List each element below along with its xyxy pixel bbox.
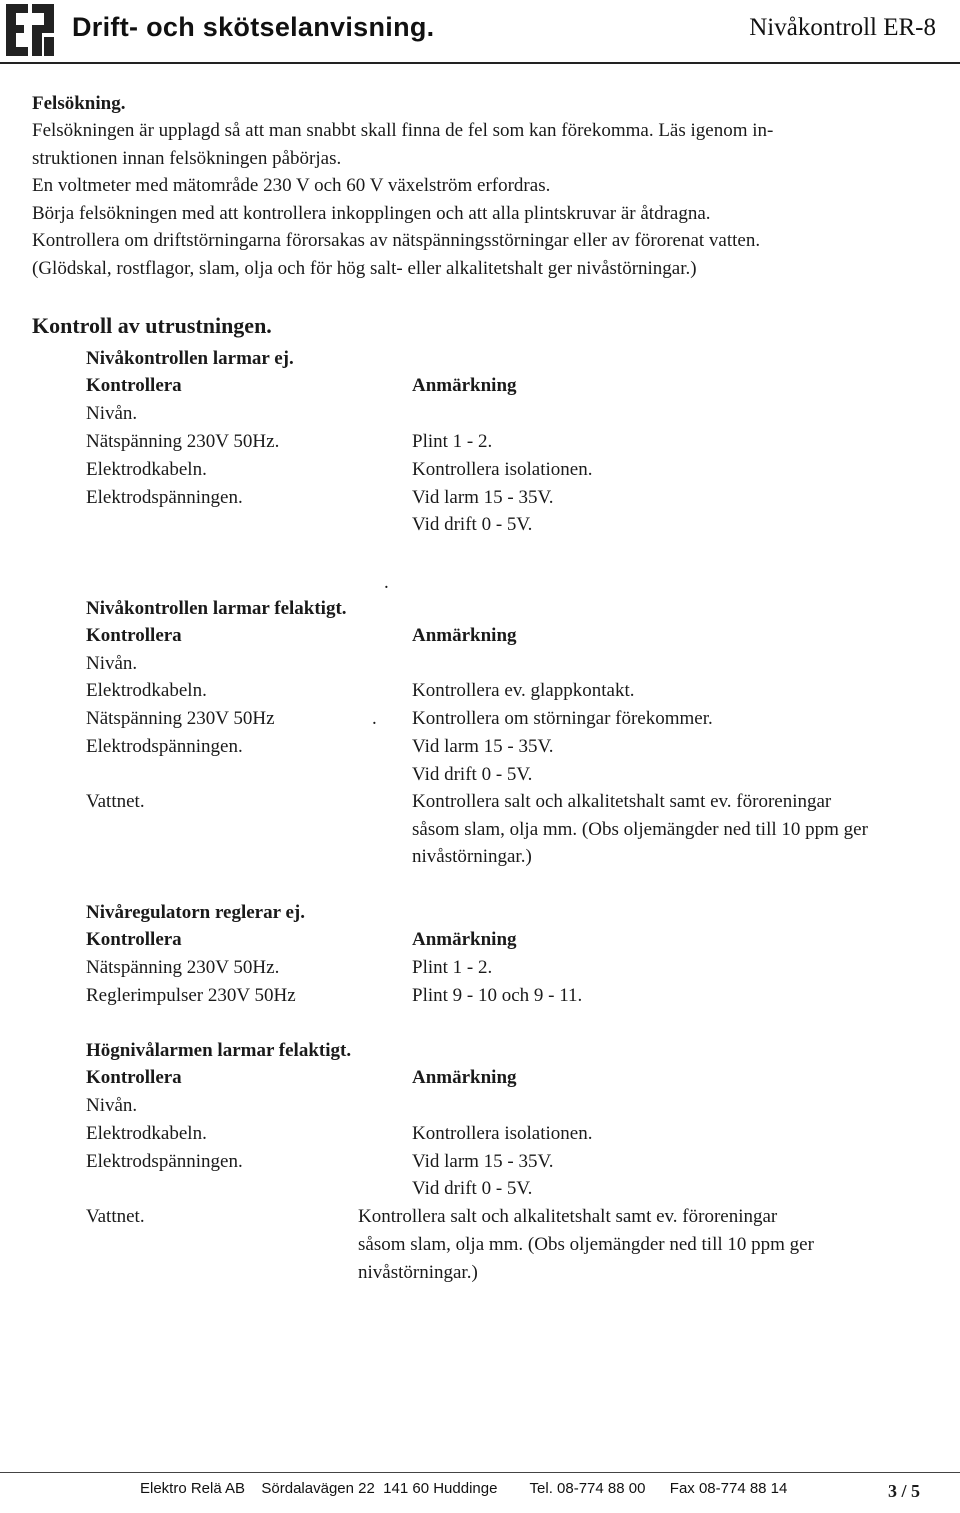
- col-header-remark: Anmärkning: [412, 625, 517, 646]
- footer-rule: [0, 1472, 960, 1473]
- remark-item: Kontrollera isolationen.: [412, 1123, 593, 1144]
- page-number: 3 / 5: [887, 1481, 920, 1501]
- footer-fax: Fax 08-774 88 14: [669, 1480, 788, 1497]
- col-header-check: Kontrollera: [86, 375, 182, 396]
- remark-item: Plint 1 - 2.: [412, 957, 493, 978]
- check-item: Nivån.: [86, 1095, 138, 1116]
- check-item: Elektrodspänningen.: [86, 487, 243, 508]
- check-item: Elektrodkabeln.: [86, 459, 207, 480]
- remark-item: Vid larm 15 - 35V.: [412, 487, 554, 508]
- company-logo: [4, 2, 56, 58]
- block2-title: Nivåkontrollen larmar felaktigt.: [86, 598, 347, 619]
- check-item: Elektrodkabeln.: [86, 1123, 207, 1144]
- remark-item: Plint 9 - 10 och 9 - 11.: [412, 985, 583, 1006]
- check-item: Vattnet.: [86, 1206, 145, 1227]
- intro-heading: Felsökning.: [32, 93, 126, 114]
- check-item: Elektrodspänningen.: [86, 1151, 243, 1172]
- remark-item: såsom slam, olja mm. (Obs oljemängder ned till 10 ppm ger: [412, 819, 868, 840]
- remark-item: Kontrollera ev. glappkontakt.: [412, 680, 635, 701]
- remark-item: Vid larm 15 - 35V.: [412, 1151, 554, 1172]
- check-item: Reglerimpulser 230V 50Hz: [86, 985, 296, 1006]
- remark-item: Vid drift 0 - 5V.: [412, 1178, 533, 1199]
- product-name: Nivåkontroll ER-8: [749, 14, 936, 41]
- check-item: Nätspänning 230V 50Hz.: [86, 957, 280, 978]
- intro-line: Kontrollera om driftstörningarna förorsakas av nätspänningsstörningar eller av förorenat vatten.: [32, 230, 761, 252]
- remark-item: Kontrollera isolationen.: [412, 459, 593, 480]
- check-item: Elektrodspänningen.: [86, 736, 243, 757]
- intro-text: [32, 117, 773, 283]
- check-item: Nätspänning 230V 50Hz: [86, 708, 275, 729]
- check-item: Nivån.: [86, 403, 138, 424]
- block3-title: Nivåregulatorn reglerar ej.: [86, 902, 305, 923]
- col-header-remark: Anmärkning: [412, 375, 517, 396]
- col-header-remark: Anmärkning: [412, 1067, 517, 1088]
- block4-title: Högnivålarmen larmar felaktigt.: [86, 1040, 352, 1061]
- check-item: Vattnet.: [86, 791, 145, 812]
- stray-dot: .: [372, 708, 377, 729]
- remark-item: Vid larm 15 - 35V.: [412, 736, 554, 757]
- block1-title: Nivåkontrollen larmar ej.: [86, 348, 294, 369]
- remark-item: Vid drift 0 - 5V.: [412, 514, 533, 535]
- col-header-check: Kontrollera: [86, 625, 182, 646]
- intro-line: Felsökningen är upplagd så att man snabbt skall finna de fel som kan förekomma. Läs igenom in-: [32, 120, 774, 141]
- intro-line: struktionen innan felsökningen påbörjas.: [32, 147, 342, 169]
- footer-address: Sördalavägen 22 141 60 Huddinge: [261, 1480, 498, 1497]
- remark-item: Kontrollera om störningar förekommer.: [412, 708, 713, 729]
- header-rule: [0, 62, 960, 64]
- section-title: Kontroll av utrustningen.: [32, 313, 272, 338]
- col-header-check: Kontrollera: [86, 1067, 182, 1088]
- remark-item: Kontrollera salt och alkalitetshalt samt ev. föroreningar: [412, 791, 832, 812]
- footer: [140, 1480, 787, 1497]
- check-item: Nivån.: [86, 653, 138, 674]
- remark-item: Plint 1 - 2.: [412, 431, 493, 452]
- stray-dot: .: [384, 572, 389, 593]
- remark-item: nivåstörningar.): [412, 846, 532, 867]
- document-title: Drift- och skötselanvisning.: [72, 12, 435, 42]
- remark-item: Kontrollera salt och alkalitetshalt samt ev. föroreningar: [358, 1206, 778, 1227]
- intro-line: Börja felsökningen med att kontrollera inkopplingen och att alla plintskruvar är åtdragna.: [32, 202, 711, 224]
- intro-line: En voltmeter med mätområde 230 V och 60 V växelström erfordras.: [32, 175, 551, 197]
- col-header-check: Kontrollera: [86, 929, 182, 950]
- remark-item: Vid drift 0 - 5V.: [412, 764, 533, 785]
- footer-phone: Tel. 08-774 88 00: [529, 1480, 646, 1497]
- remark-item: nivåstörningar.): [358, 1262, 478, 1283]
- check-item: Nätspänning 230V 50Hz.: [86, 431, 280, 452]
- col-header-remark: Anmärkning: [412, 929, 517, 950]
- footer-company: Elektro Relä AB: [140, 1480, 246, 1497]
- remark-item: såsom slam, olja mm. (Obs oljemängder ned till 10 ppm ger: [358, 1234, 814, 1255]
- intro-line: (Glödskal, rostflagor, slam, olja och för hög salt- eller alkalitetshalt ger nivåstörningar.): [32, 257, 697, 279]
- check-item: Elektrodkabeln.: [86, 680, 207, 701]
